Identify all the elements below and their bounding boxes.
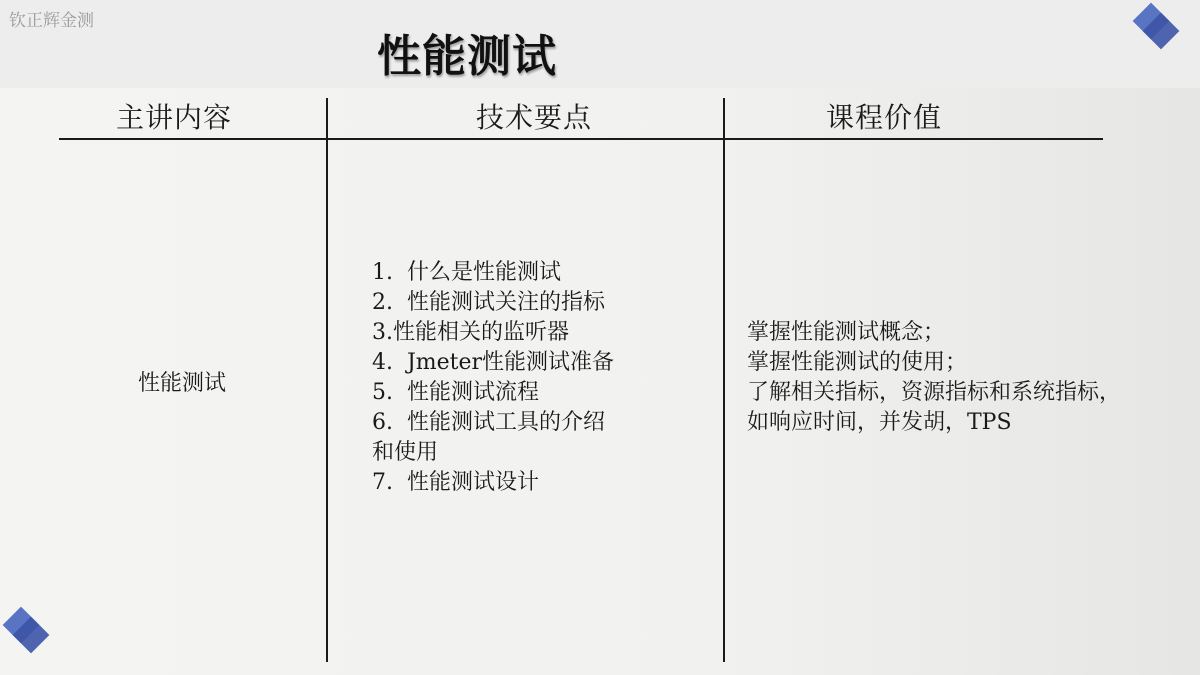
table-header-rule (59, 138, 1103, 140)
list-item: 和使用 (372, 440, 439, 465)
header-content: 主讲内容 (116, 101, 233, 134)
brand-watermark: 钦正辉金测 (9, 11, 94, 31)
slide-title: 性能测试 (377, 31, 557, 82)
column-divider-2 (723, 98, 725, 662)
tech-points-list (372, 258, 652, 498)
list-item: 3.性能相关的监听器 (372, 320, 569, 345)
course-value-list (747, 318, 1177, 438)
list-item: 掌握性能测试的使用； (747, 350, 968, 375)
list-item: 如响应时间，并发胡，TPS (747, 410, 1012, 435)
list-item: 7. 性能测试设计 (372, 470, 539, 495)
header-course-value: 课程价值 (826, 101, 943, 134)
column-divider-1 (326, 98, 328, 662)
list-item: 4. Jmeter性能测试准备 (372, 350, 615, 375)
list-item: 6. 性能测试工具的介绍 (372, 410, 605, 435)
list-item: 2. 性能测试关注的指标 (372, 290, 605, 315)
title-band (0, 0, 1200, 88)
header-tech-points: 技术要点 (476, 101, 593, 134)
list-item: 了解相关指标，资源指标和系统指标， (747, 380, 1122, 405)
list-item: 掌握性能测试概念； (747, 320, 946, 345)
list-item: 1. 什么是性能测试 (372, 260, 561, 285)
content-cell: 性能测试 (138, 371, 227, 396)
list-item: 5. 性能测试流程 (372, 380, 539, 405)
